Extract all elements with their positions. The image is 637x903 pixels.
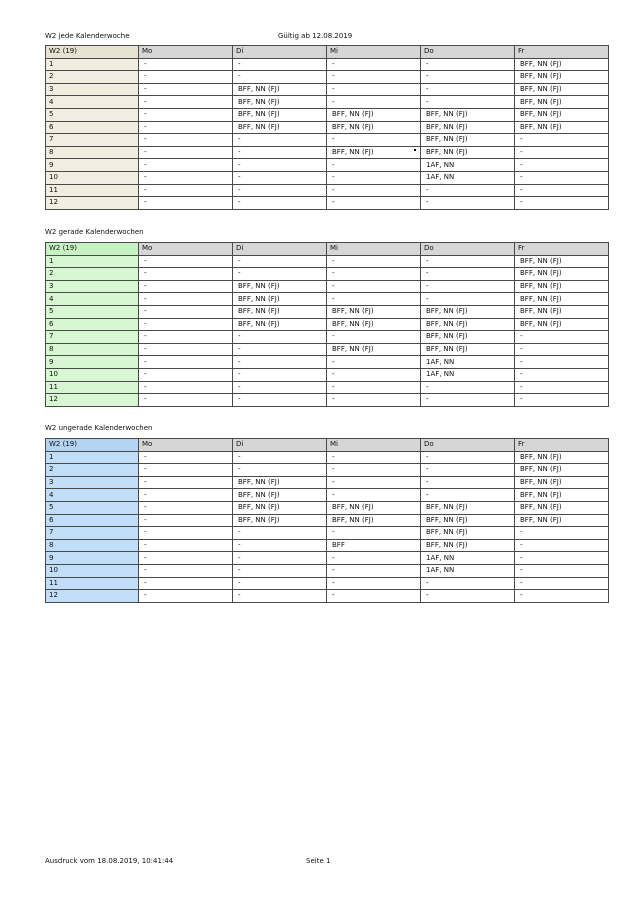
schedule-cell: BFF, NN (FJ)	[515, 83, 609, 96]
table-row	[46, 58, 609, 71]
schedule-cell: -	[139, 71, 233, 84]
schedule-cell: -	[327, 83, 421, 96]
table-row	[46, 527, 609, 540]
schedule-cell: -	[233, 197, 327, 210]
schedule-cell: -	[515, 159, 609, 172]
schedule-cell: BFF, NN (FJ)	[421, 343, 515, 356]
schedule-cell: -	[515, 381, 609, 394]
schedule-cell: -	[233, 134, 327, 147]
schedule-cell: -	[421, 293, 515, 306]
row-label: 11	[46, 381, 139, 394]
table-row	[46, 476, 609, 489]
schedule-cell: -	[327, 159, 421, 172]
row-label: 12	[46, 590, 139, 603]
schedule-cell: BFF, NN (FJ)	[421, 305, 515, 318]
schedule-cell: -	[421, 184, 515, 197]
schedule-cell: -	[421, 58, 515, 71]
table-row	[46, 464, 609, 477]
row-label: 6	[46, 514, 139, 527]
schedule-cell: BFF, NN (FJ)	[233, 121, 327, 134]
row-label: 5	[46, 108, 139, 121]
schedule-cell: -	[139, 159, 233, 172]
page-number: Seite 1	[306, 857, 331, 865]
schedule-cell: -	[139, 197, 233, 210]
schedule-cell: -	[139, 305, 233, 318]
schedule-cell: BFF, NN (FJ)	[515, 96, 609, 109]
section-title-every-week: W2 jede Kalenderwoche	[45, 32, 130, 40]
table-row	[46, 489, 609, 502]
schedule-cell: -	[233, 381, 327, 394]
column-header-day: Mo	[139, 46, 233, 59]
schedule-cell: 1AF, NN	[421, 159, 515, 172]
schedule-cell: -	[139, 96, 233, 109]
schedule-cell: -	[139, 58, 233, 71]
schedule-cell: -	[233, 71, 327, 84]
schedule-cell: BFF, NN (FJ)	[233, 293, 327, 306]
schedule-cell: -	[233, 590, 327, 603]
schedule-cell: BFF, NN (FJ)	[327, 514, 421, 527]
schedule-cell: BFF, NN (FJ)	[515, 71, 609, 84]
section-title-even-weeks: W2 gerade Kalenderwochen	[45, 228, 144, 236]
row-label: 5	[46, 501, 139, 514]
schedule-cell: -	[515, 527, 609, 540]
schedule-cell: BFF, NN (FJ)	[421, 527, 515, 540]
schedule-cell: BFF, NN (FJ)	[515, 489, 609, 502]
table-row	[46, 343, 609, 356]
schedule-cell: -	[327, 464, 421, 477]
schedule-cell: -	[139, 564, 233, 577]
table-row	[46, 394, 609, 407]
schedule-cell: -	[327, 184, 421, 197]
row-label: 1	[46, 451, 139, 464]
schedule-cell: -	[139, 121, 233, 134]
schedule-cell: -	[421, 268, 515, 281]
row-label: 6	[46, 121, 139, 134]
schedule-cell: BFF, NN (FJ)	[421, 121, 515, 134]
schedule-cell: BFF, NN (FJ)	[421, 539, 515, 552]
schedule-cell: -	[515, 577, 609, 590]
column-header-day: Fr	[515, 439, 609, 452]
table-row	[46, 293, 609, 306]
row-label: 3	[46, 83, 139, 96]
schedule-cell: -	[327, 255, 421, 268]
schedule-table-every-week	[45, 45, 609, 210]
schedule-cell: -	[327, 451, 421, 464]
schedule-cell: -	[139, 343, 233, 356]
schedule-cell: -	[233, 58, 327, 71]
schedule-cell: BFF, NN (FJ)	[515, 305, 609, 318]
schedule-cell: BFF, NN (FJ)	[327, 501, 421, 514]
schedule-cell: -	[421, 381, 515, 394]
column-header-group: W2 (19)	[46, 243, 139, 256]
schedule-cell: BFF, NN (FJ)	[421, 146, 515, 159]
schedule-cell: BFF, NN (FJ)	[421, 331, 515, 344]
schedule-cell: BFF, NN (FJ)	[233, 514, 327, 527]
schedule-cell: BFF, NN (FJ)	[327, 318, 421, 331]
table-row	[46, 318, 609, 331]
column-header-day: Mo	[139, 439, 233, 452]
schedule-cell: 1AF, NN	[421, 171, 515, 184]
schedule-cell: -	[421, 394, 515, 407]
schedule-cell: BFF, NN (FJ)	[233, 83, 327, 96]
schedule-cell: -	[139, 184, 233, 197]
row-label: 10	[46, 564, 139, 577]
column-header-group: W2 (19)	[46, 439, 139, 452]
column-header-day: Di	[233, 243, 327, 256]
schedule-cell: -	[233, 343, 327, 356]
row-label: 2	[46, 464, 139, 477]
schedule-cell: -	[515, 368, 609, 381]
schedule-cell: -	[233, 464, 327, 477]
schedule-cell: -	[139, 476, 233, 489]
schedule-cell: -	[233, 539, 327, 552]
schedule-cell: BFF, NN (FJ)	[233, 305, 327, 318]
schedule-cell: -	[421, 451, 515, 464]
schedule-cell: BFF, NN (FJ)	[233, 96, 327, 109]
row-label: 6	[46, 318, 139, 331]
column-header-day: Mi	[327, 46, 421, 59]
schedule-cell: -	[139, 381, 233, 394]
schedule-cell: -	[233, 331, 327, 344]
row-label: 4	[46, 293, 139, 306]
schedule-cell: BFF, NN (FJ)	[421, 501, 515, 514]
schedule-cell: -	[515, 539, 609, 552]
schedule-cell: -	[515, 197, 609, 210]
schedule-cell: BFF, NN (FJ)	[515, 464, 609, 477]
schedule-cell: -	[327, 71, 421, 84]
print-timestamp: Ausdruck vom 18.08.2019, 10:41:44	[45, 857, 174, 865]
row-label: 7	[46, 527, 139, 540]
schedule-cell: -	[233, 146, 327, 159]
schedule-cell: BFF, NN (FJ)	[327, 146, 421, 159]
table-row	[46, 577, 609, 590]
row-label: 7	[46, 331, 139, 344]
schedule-cell: -	[327, 527, 421, 540]
schedule-cell: -	[327, 577, 421, 590]
table-row	[46, 159, 609, 172]
schedule-cell: -	[421, 590, 515, 603]
schedule-cell: -	[515, 590, 609, 603]
column-header-day: Fr	[515, 46, 609, 59]
table-row	[46, 590, 609, 603]
schedule-cell: -	[421, 476, 515, 489]
row-label: 3	[46, 476, 139, 489]
schedule-cell: BFF, NN (FJ)	[515, 501, 609, 514]
schedule-cell: -	[139, 394, 233, 407]
table-row	[46, 514, 609, 527]
schedule-cell: -	[327, 293, 421, 306]
schedule-cell: -	[327, 356, 421, 369]
schedule-cell: 1AF, NN	[421, 356, 515, 369]
schedule-cell: -	[139, 577, 233, 590]
table-row	[46, 280, 609, 293]
schedule-cell: -	[327, 381, 421, 394]
row-label: 11	[46, 577, 139, 590]
schedule-cell: -	[139, 108, 233, 121]
schedule-cell: -	[327, 564, 421, 577]
schedule-cell: -	[233, 451, 327, 464]
schedule-cell: -	[233, 159, 327, 172]
schedule-cell: -	[233, 171, 327, 184]
schedule-cell: -	[233, 394, 327, 407]
schedule-cell: -	[233, 527, 327, 540]
schedule-cell: -	[139, 552, 233, 565]
row-label: 10	[46, 368, 139, 381]
schedule-cell: -	[139, 268, 233, 281]
schedule-cell: BFF, NN (FJ)	[515, 451, 609, 464]
column-header-day: Di	[233, 46, 327, 59]
schedule-cell: -	[515, 343, 609, 356]
schedule-cell: -	[515, 134, 609, 147]
schedule-cell: -	[515, 356, 609, 369]
row-label: 9	[46, 552, 139, 565]
schedule-cell: BFF, NN (FJ)	[421, 514, 515, 527]
schedule-cell: -	[515, 394, 609, 407]
schedule-cell: 1AF, NN	[421, 564, 515, 577]
table-row	[46, 451, 609, 464]
schedule-cell: 1AF, NN	[421, 552, 515, 565]
schedule-cell: -	[327, 134, 421, 147]
schedule-cell: -	[327, 331, 421, 344]
schedule-cell: -	[327, 280, 421, 293]
schedule-cell: -	[421, 197, 515, 210]
table-row	[46, 539, 609, 552]
schedule-cell: BFF, NN (FJ)	[421, 318, 515, 331]
schedule-cell: -	[233, 255, 327, 268]
row-label: 3	[46, 280, 139, 293]
schedule-cell: -	[421, 577, 515, 590]
schedule-cell: BFF, NN (FJ)	[327, 121, 421, 134]
table-row	[46, 564, 609, 577]
schedule-cell: -	[233, 577, 327, 590]
schedule-cell: -	[139, 539, 233, 552]
row-label: 11	[46, 184, 139, 197]
row-label: 8	[46, 539, 139, 552]
schedule-cell: -	[233, 356, 327, 369]
schedule-cell: -	[139, 255, 233, 268]
schedule-cell: -	[327, 394, 421, 407]
schedule-cell: -	[139, 590, 233, 603]
schedule-cell: -	[327, 590, 421, 603]
schedule-cell: BFF, NN (FJ)	[515, 58, 609, 71]
table-row	[46, 71, 609, 84]
table-row	[46, 552, 609, 565]
section-title-odd-weeks: W2 ungerade Kalenderwochen	[45, 424, 153, 432]
schedule-cell: BFF, NN (FJ)	[515, 280, 609, 293]
schedule-cell: -	[327, 476, 421, 489]
column-header-day: Mo	[139, 243, 233, 256]
schedule-cell: BFF, NN (FJ)	[421, 134, 515, 147]
schedule-cell: -	[327, 552, 421, 565]
schedule-cell: -	[139, 280, 233, 293]
table-row	[46, 146, 609, 159]
column-header-day: Fr	[515, 243, 609, 256]
schedule-cell: -	[421, 96, 515, 109]
schedule-cell: BFF, NN (FJ)	[233, 489, 327, 502]
table-row	[46, 268, 609, 281]
column-header-day: Do	[421, 46, 515, 59]
column-header-group: W2 (19)	[46, 46, 139, 59]
row-label: 2	[46, 71, 139, 84]
row-label: 8	[46, 146, 139, 159]
row-label: 1	[46, 58, 139, 71]
schedule-cell: -	[233, 184, 327, 197]
schedule-cell: -	[233, 564, 327, 577]
schedule-cell: -	[421, 280, 515, 293]
table-row	[46, 368, 609, 381]
schedule-cell: BFF, NN (FJ)	[233, 501, 327, 514]
table-row	[46, 96, 609, 109]
table-row	[46, 108, 609, 121]
row-label: 4	[46, 489, 139, 502]
table-row	[46, 134, 609, 147]
schedule-cell: -	[421, 464, 515, 477]
table-row	[46, 184, 609, 197]
schedule-cell: -	[327, 58, 421, 71]
schedule-cell: -	[421, 255, 515, 268]
schedule-cell: BFF, NN (FJ)	[233, 108, 327, 121]
table-row	[46, 331, 609, 344]
schedule-cell: -	[139, 501, 233, 514]
schedule-cell: -	[515, 331, 609, 344]
schedule-cell: BFF, NN (FJ)	[421, 108, 515, 121]
schedule-cell: -	[139, 331, 233, 344]
schedule-cell: -	[327, 171, 421, 184]
valid-from-label: Gültig ab 12.08.2019	[278, 32, 353, 40]
header-row	[46, 46, 609, 59]
schedule-cell: -	[515, 564, 609, 577]
column-header-day: Mi	[327, 243, 421, 256]
table-row	[46, 381, 609, 394]
schedule-cell: BFF, NN (FJ)	[515, 268, 609, 281]
table-row	[46, 356, 609, 369]
row-label: 9	[46, 159, 139, 172]
schedule-cell: -	[233, 552, 327, 565]
schedule-cell: BFF, NN (FJ)	[327, 343, 421, 356]
table-row	[46, 255, 609, 268]
schedule-cell: 1AF, NN	[421, 368, 515, 381]
row-label: 5	[46, 305, 139, 318]
row-label: 10	[46, 171, 139, 184]
column-header-day: Mi	[327, 439, 421, 452]
schedule-cell: -	[515, 171, 609, 184]
header-row	[46, 243, 609, 256]
column-header-day: Di	[233, 439, 327, 452]
row-label: 7	[46, 134, 139, 147]
table-row	[46, 197, 609, 210]
row-label: 12	[46, 394, 139, 407]
schedule-cell: -	[139, 464, 233, 477]
schedule-cell: BFF, NN (FJ)	[327, 108, 421, 121]
row-label: 9	[46, 356, 139, 369]
schedule-table-odd-weeks	[45, 438, 609, 603]
schedule-cell: -	[139, 134, 233, 147]
schedule-cell: -	[139, 451, 233, 464]
schedule-cell: -	[139, 527, 233, 540]
schedule-cell: -	[233, 368, 327, 381]
schedule-cell: -	[139, 146, 233, 159]
schedule-cell: -	[421, 83, 515, 96]
schedule-cell: -	[421, 489, 515, 502]
table-row	[46, 501, 609, 514]
schedule-cell: BFF, NN (FJ)	[327, 305, 421, 318]
schedule-cell: -	[139, 171, 233, 184]
table-row	[46, 171, 609, 184]
column-header-day: Do	[421, 243, 515, 256]
schedule-cell: -	[515, 552, 609, 565]
schedule-cell: -	[515, 146, 609, 159]
schedule-cell: -	[233, 268, 327, 281]
schedule-cell: -	[327, 197, 421, 210]
schedule-cell: -	[139, 293, 233, 306]
schedule-cell: BFF, NN (FJ)	[515, 318, 609, 331]
row-label: 2	[46, 268, 139, 281]
schedule-cell: -	[139, 489, 233, 502]
schedule-cell: -	[327, 489, 421, 502]
schedule-table-even-weeks	[45, 242, 609, 407]
row-label: 1	[46, 255, 139, 268]
cell-marker	[414, 149, 416, 151]
row-label: 12	[46, 197, 139, 210]
schedule-cell: BFF, NN (FJ)	[515, 121, 609, 134]
row-label: 8	[46, 343, 139, 356]
table-row	[46, 121, 609, 134]
schedule-cell: -	[139, 318, 233, 331]
schedule-cell: BFF, NN (FJ)	[233, 476, 327, 489]
column-header-day: Do	[421, 439, 515, 452]
table-row	[46, 305, 609, 318]
schedule-cell: BFF, NN (FJ)	[515, 476, 609, 489]
schedule-cell: -	[139, 83, 233, 96]
schedule-cell: BFF, NN (FJ)	[515, 514, 609, 527]
schedule-cell: BFF, NN (FJ)	[233, 318, 327, 331]
schedule-cell: -	[327, 96, 421, 109]
table-row	[46, 83, 609, 96]
row-label: 4	[46, 96, 139, 109]
schedule-cell: -	[139, 514, 233, 527]
schedule-cell: BFF	[327, 539, 421, 552]
schedule-cell: -	[327, 368, 421, 381]
schedule-cell: BFF, NN (FJ)	[233, 280, 327, 293]
schedule-cell: -	[421, 71, 515, 84]
schedule-cell: BFF, NN (FJ)	[515, 293, 609, 306]
schedule-cell: -	[139, 356, 233, 369]
schedule-cell: -	[327, 268, 421, 281]
header-row	[46, 439, 609, 452]
schedule-cell: -	[139, 368, 233, 381]
schedule-cell: BFF, NN (FJ)	[515, 108, 609, 121]
schedule-cell: BFF, NN (FJ)	[515, 255, 609, 268]
schedule-cell: -	[515, 184, 609, 197]
